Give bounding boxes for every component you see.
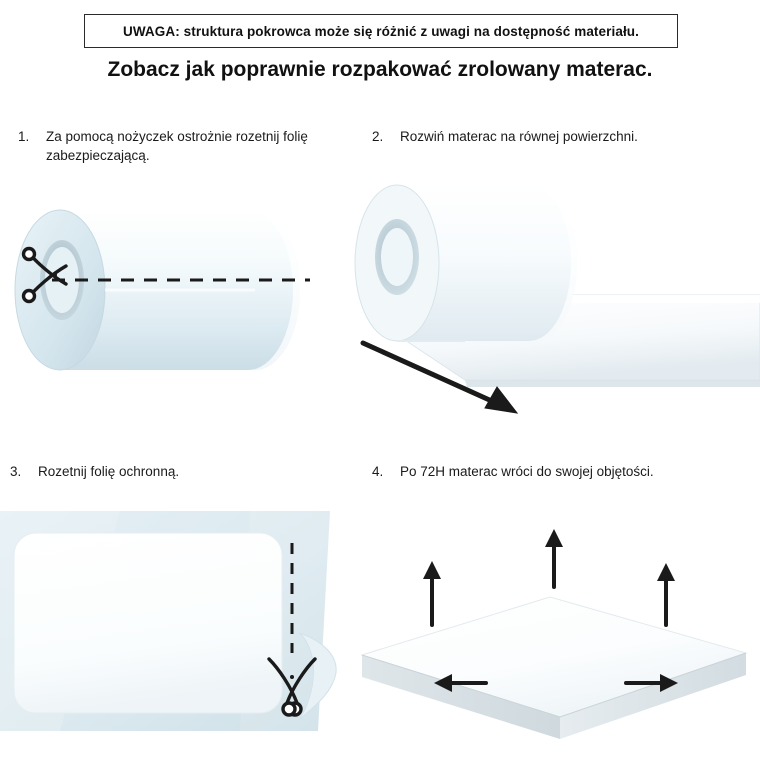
step-3-number: 3. [10,464,22,479]
expand-arrow-up-center [545,529,563,587]
mattress-flat [14,533,282,713]
step-4-number: 4. [372,464,384,479]
step-2-number: 2. [372,129,384,144]
step-3-illustration [0,505,345,755]
expand-arrow-up-left [423,561,441,625]
step-3-text: Rozetnij folię ochronną. [38,464,180,479]
step-2-text: Rozwiń materac na równej powierzchni. [400,129,638,144]
step-4-illustration [350,525,750,755]
expand-arrow-up-right [657,563,675,625]
step-1-illustration [0,170,330,400]
page-title: Zobacz jak poprawnie rozpakować zrolowany materac. [107,58,653,81]
sheet-edge-shadow [465,380,760,387]
step-1-heading [18,128,316,165]
step-2-heading [372,128,638,147]
mattress-top-face [362,597,746,717]
step-4-text: Po 72H materac wróci do swojej objętości. [400,464,654,479]
step-1-number: 1. [18,129,30,144]
step-1-text: Za pomocą nożyczek ostrożnie rozetnij folię zabezpieczającą. [46,129,308,163]
notice-text: UWAGA: struktura pokrowca może się różnić z uwagi na dostępność materiału. [122,23,639,39]
step-2-illustration [345,165,760,430]
step-3-heading [10,463,179,482]
notice-banner [84,14,678,48]
step-4-heading [372,463,654,482]
